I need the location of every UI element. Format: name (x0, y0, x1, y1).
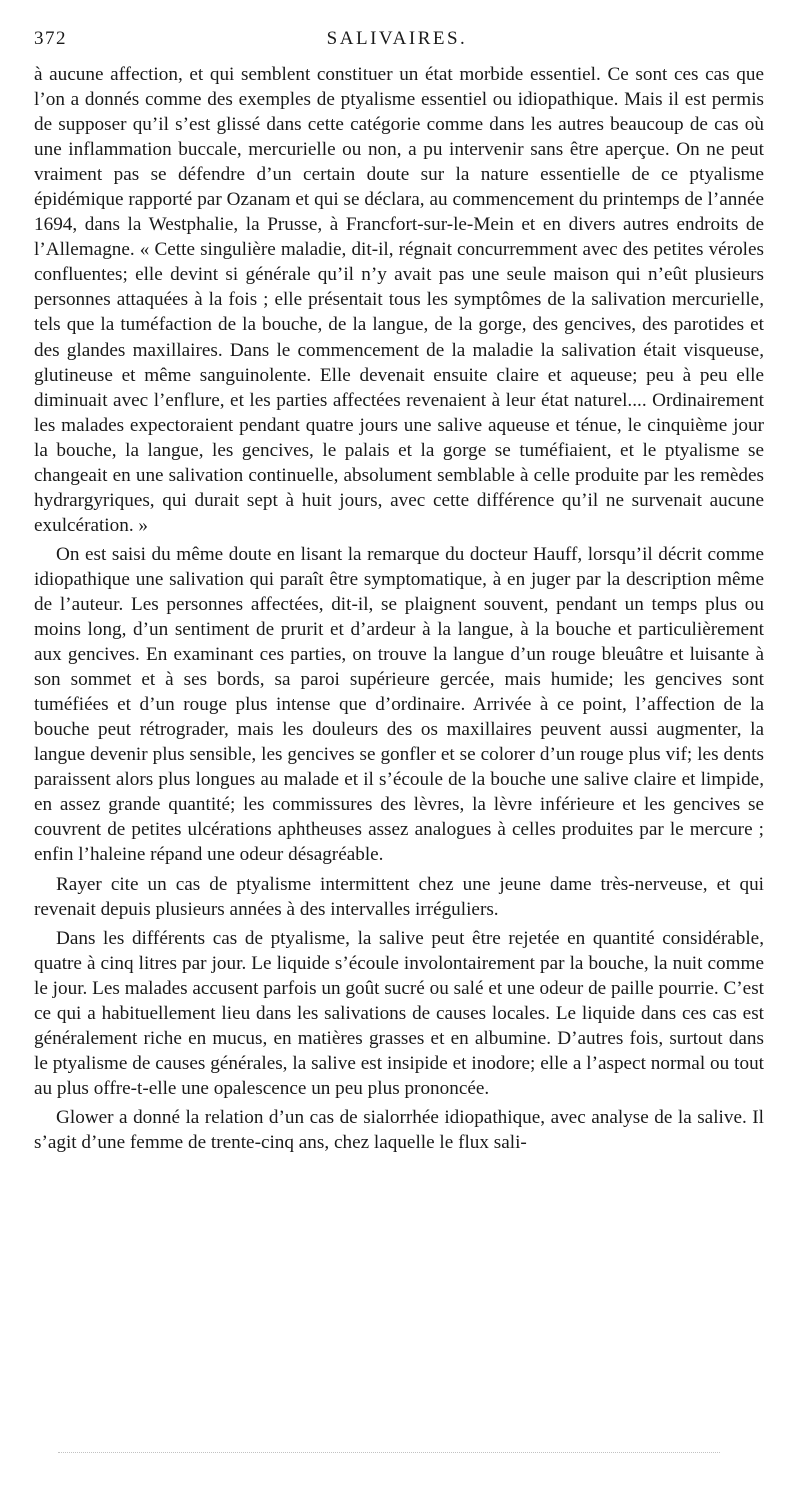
page-number: 372 (34, 28, 67, 49)
paragraph: Rayer cite un cas de ptyalisme intermittent chez une jeune dame très-nerveuse, et qui revenait depuis plusieurs années à des intervalles irréguliers. (34, 873, 764, 920)
text-body (34, 62, 764, 1159)
section-title: SALIVAIRES. (326, 28, 468, 49)
paragraph: Dans les différents cas de ptyalisme, la salive peut être rejetée en quantité considérable, quatre à cinq litres par jour. Le liquide s’écoule involontairement par la bouche, la nuit comme le jour. Les malades accusent parfois un goût sucré ou salé et une odeur de paille pourrie. C’est ce qui a habituellement lieu dans les salivations de causes locales. Le liquide dans ces cas est généralement riche en mucus, en matières grasses et en albumine. D’autres fois, surtout dans le ptyalisme de causes générales, la salive est insipide et inodore; elle a l’aspect normal ou tout au plus offre-t-elle une opalescence un peu plus prononcée. (34, 927, 764, 1099)
paragraph: Glower a donné la relation d’un cas de sialorrhée idiopathique, avec analyse de la salive. Il s’agit d’une femme de trente-cinq ans, chez laquelle le flux sali- (34, 1106, 764, 1153)
footer-rule (58, 1452, 720, 1453)
paragraph: On est saisi du même doute en lisant la remarque du docteur Hauff, lorsqu’il décrit comme idiopathique une salivation qui paraît être symptomatique, à en juger par la description même de l’auteur. Les personnes affectées, dit-il, se plaignent souvent, pendant un temps plus ou moins long, d’un sentiment de prurit et d’ardeur à la langue, à la bouche et particulièrement aux gencives. En examinant ces parties, on trouve la langue d’un rouge bleuâtre et luisante à son sommet et à ses bords, sa paroi supérieure gercée, mais humide; les gencives sont tuméfiées et d’un rouge plus intense que d’ordinaire. Arrivée à ce point, l’affection de la bouche peut rétrograder, mais les douleurs des os maxillaires peuvent aussi augmenter, la langue devenir plus sensible, les gencives se gonfler et se colorer d’un rouge plus vif; les dents paraissent alors plus longues au malade et il s’écoule de la bouche une salive claire et limpide, en assez grande quantité; les commissures des lèvres, la lèvre inférieure et les gencives se couvrent de petites ulcérations aphtheuses assez analogues à celles produites par le mercure ; enfin l’haleine répand une odeur désagréable. (34, 543, 764, 866)
paragraph: à aucune affection, et qui semblent constituer un état morbide essentiel. Ce sont ces cas que l’on a donnés comme des exemples de ptyalisme essentiel ou idiopathique. Mais il est permis de supposer qu’il s’est glissé dans cette catégorie comme dans les autres beaucoup de cas où une inflammation buccale, mercurielle ou non, a pu intervenir sans être aperçue. On ne peut vraiment pas se défendre d’un certain doute sur la nature essentielle de ce ptyalisme épidémique rapporté par Ozanam et qui se déclara, au commencement du printemps de l’année 1694, dans la Westphalie, la Prusse, à Francfort-sur-le-Mein et en divers autres endroits de l’Allemagne. « Cette singulière maladie, dit-il, régnait concurremment avec des petites véroles confluentes; elle devint si générale qu’il n’y avait pas une seule maison qui n’eût plusieurs personnes attaquées à la fois ; elle présentait tous les symptômes de la salivation mercurielle, tels que la tuméfaction de la bouche, de la langue, de la gorge, des gencives, des parotides et des glandes maxillaires. Dans le commencement de la maladie la salivation était visqueuse, glutineuse et même sanguinolente. Elle devenait ensuite claire et aqueuse; peu à peu elle diminuait avec l’enflure, et les parties affectées revenaient à leur état naturel.... Ordinairement les malades expectoraient pendant quatre jours une salive aqueuse et ténue, le cinquième jour la bouche, la langue, les gencives, le palais et la gorge se tuméfiaient, et le ptyalisme se changeait en une salivation continuelle, absolument semblable à celle produite par les remèdes hydrargyriques, qui durait sept à huit jours, avec cette différence qu’il ne survenait aucune exulcération. » (34, 64, 764, 536)
running-head (34, 28, 760, 58)
